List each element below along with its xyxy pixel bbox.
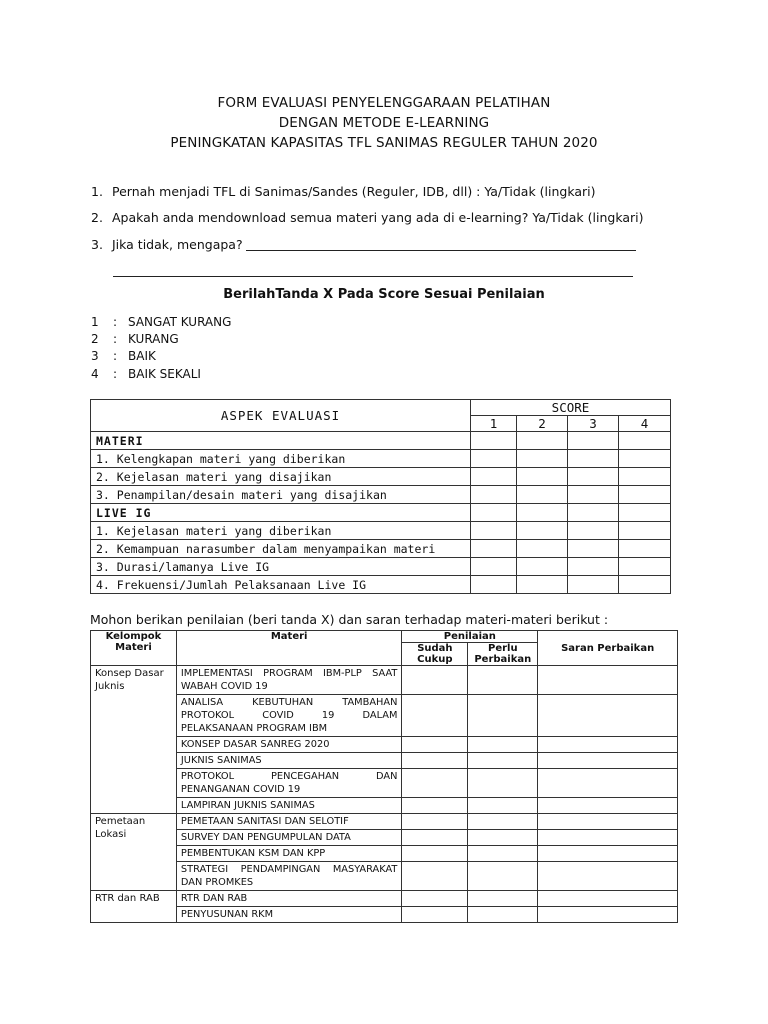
table-row bbox=[91, 769, 678, 798]
group-name: RTR dan RAB bbox=[91, 891, 177, 923]
table-row bbox=[91, 450, 671, 468]
perlu-perbaikan-cell[interactable] bbox=[468, 769, 538, 798]
question-3-text: Jika tidak, mengapa? bbox=[112, 237, 243, 252]
score-cell[interactable] bbox=[568, 486, 619, 504]
score-cell[interactable] bbox=[619, 576, 671, 594]
score-instruction: BerilahTanda X Pada Score Sesuai Penilaian bbox=[223, 287, 545, 302]
table-row bbox=[91, 814, 678, 830]
materi-item: STRATEGI PENDAMPINGAN MASYARAKAT DAN PROMKES bbox=[176, 862, 402, 891]
sudah-cukup-cell[interactable] bbox=[402, 737, 468, 753]
aspek-evaluasi-header: ASPEK EVALUASI bbox=[91, 400, 471, 432]
table-row bbox=[91, 737, 678, 753]
materi-item: PROTOKOL PENCEGAHAN DAN PENANGANAN COVID 19 bbox=[176, 769, 402, 798]
criteria-label: 3. Penampilan/desain materi yang disajikan bbox=[91, 486, 471, 504]
perlu-perbaikan-cell[interactable] bbox=[468, 798, 538, 814]
table-row bbox=[91, 846, 678, 862]
materi-evaluation-table bbox=[90, 630, 678, 923]
score-cell[interactable] bbox=[517, 450, 568, 468]
perlu-perbaikan-cell[interactable] bbox=[468, 862, 538, 891]
score-cell[interactable] bbox=[517, 504, 568, 522]
score-1-header: 1 bbox=[471, 416, 517, 432]
score-4-header: 4 bbox=[619, 416, 671, 432]
score-cell[interactable] bbox=[619, 504, 671, 522]
score-cell[interactable] bbox=[471, 432, 517, 450]
saran-perbaikan-header: Saran Perbaikan bbox=[538, 631, 678, 666]
perlu-perbaikan-cell[interactable] bbox=[468, 891, 538, 907]
table-row bbox=[91, 468, 671, 486]
materi-header: Materi bbox=[176, 631, 402, 666]
score-cell[interactable] bbox=[619, 486, 671, 504]
score-cell[interactable] bbox=[568, 576, 619, 594]
perlu-perbaikan-cell[interactable] bbox=[468, 737, 538, 753]
saran-cell[interactable] bbox=[538, 814, 678, 830]
table-row bbox=[91, 907, 678, 923]
score-cell[interactable] bbox=[619, 522, 671, 540]
score-cell[interactable] bbox=[471, 540, 517, 558]
saran-cell[interactable] bbox=[538, 737, 678, 753]
score-cell[interactable] bbox=[471, 468, 517, 486]
question-2 bbox=[91, 210, 644, 225]
score-cell[interactable] bbox=[568, 540, 619, 558]
score-cell[interactable] bbox=[471, 450, 517, 468]
question-2-number: 2. bbox=[91, 210, 103, 225]
legend-colon: : bbox=[113, 332, 118, 346]
legend-label: SANGAT KURANG bbox=[128, 315, 232, 329]
legend-label: BAIK bbox=[128, 349, 156, 363]
penilaian-header: Penilaian bbox=[402, 631, 538, 643]
perlu-perbaikan-cell[interactable] bbox=[468, 830, 538, 846]
score-cell[interactable] bbox=[568, 504, 619, 522]
form-title-line2: DENGAN METODE E-LEARNING bbox=[278, 115, 490, 131]
sudah-cukup-cell[interactable] bbox=[402, 830, 468, 846]
score-cell[interactable] bbox=[619, 540, 671, 558]
saran-cell[interactable] bbox=[538, 891, 678, 907]
perlu-perbaikan-cell[interactable] bbox=[468, 814, 538, 830]
materi-item: PEMETAAN SANITASI DAN SELOTIF bbox=[176, 814, 402, 830]
saran-cell[interactable] bbox=[538, 862, 678, 891]
legend-colon: : bbox=[113, 315, 118, 329]
sudah-cukup-cell[interactable] bbox=[402, 862, 468, 891]
sudah-cukup-cell[interactable] bbox=[402, 769, 468, 798]
sudah-cukup-cell[interactable] bbox=[402, 891, 468, 907]
legend-number: 3 bbox=[91, 349, 99, 363]
sudah-cukup-cell[interactable] bbox=[402, 814, 468, 830]
question-2-text: Apakah anda mendownload semua materi yang ada di e-learning? Ya/Tidak (lingkari) bbox=[112, 210, 644, 225]
table-row bbox=[91, 576, 671, 594]
sudah-cukup-cell[interactable] bbox=[402, 798, 468, 814]
kelompok-materi-header: Kelompok Materi bbox=[91, 631, 177, 666]
criteria-label: 2. Kejelasan materi yang disajikan bbox=[91, 468, 471, 486]
saran-cell[interactable] bbox=[538, 907, 678, 923]
answer-line-2[interactable] bbox=[113, 276, 633, 277]
legend-label: BAIK SEKALI bbox=[128, 367, 201, 381]
question-1-text: Pernah menjadi TFL di Sanimas/Sandes (Reguler, IDB, dll) : Ya/Tidak (lingkari) bbox=[112, 184, 596, 199]
group-name: Konsep Dasar Juknis bbox=[91, 666, 177, 814]
score-2-header: 2 bbox=[517, 416, 568, 432]
criteria-label: 1. Kelengkapan materi yang diberikan bbox=[91, 450, 471, 468]
question-3 bbox=[91, 237, 243, 252]
score-cell[interactable] bbox=[619, 432, 671, 450]
score-cell[interactable] bbox=[568, 522, 619, 540]
materi-item: PEMBENTUKAN KSM DAN KPP bbox=[176, 846, 402, 862]
score-cell[interactable] bbox=[619, 450, 671, 468]
score-cell[interactable] bbox=[471, 576, 517, 594]
sudah-cukup-cell[interactable] bbox=[402, 753, 468, 769]
form-title-line3: PENINGKATAN KAPASITAS TFL SANIMAS REGULER TAHUN 2020 bbox=[170, 135, 598, 151]
question-1 bbox=[91, 184, 596, 199]
saran-cell[interactable] bbox=[538, 753, 678, 769]
score-cell[interactable] bbox=[568, 432, 619, 450]
score-cell[interactable] bbox=[517, 522, 568, 540]
table-row bbox=[91, 862, 678, 891]
score-cell[interactable] bbox=[517, 558, 568, 576]
table-row bbox=[91, 540, 671, 558]
table-row bbox=[91, 798, 678, 814]
materi-instruction: Mohon berikan penilaian (beri tanda X) dan saran terhadap materi-materi berikut : bbox=[90, 612, 609, 627]
materi-item: SURVEY DAN PENGUMPULAN DATA bbox=[176, 830, 402, 846]
materi-item: PENYUSUNAN RKM bbox=[176, 907, 402, 923]
saran-cell[interactable] bbox=[538, 769, 678, 798]
perlu-perbaikan-cell[interactable] bbox=[468, 846, 538, 862]
table-row bbox=[91, 891, 678, 907]
score-cell[interactable] bbox=[568, 558, 619, 576]
criteria-label: 2. Kemampuan narasumber dalam menyampaikan materi bbox=[91, 540, 471, 558]
score-cell[interactable] bbox=[517, 576, 568, 594]
evaluation-score-table bbox=[90, 399, 671, 594]
legend-item bbox=[91, 367, 201, 381]
table-row bbox=[91, 558, 671, 576]
question-1-number: 1. bbox=[91, 184, 103, 199]
sudah-cukup-cell[interactable] bbox=[402, 907, 468, 923]
perlu-perbaikan-header: Perlu Perbaikan bbox=[468, 643, 538, 666]
form-title-line1: FORM EVALUASI PENYELENGGARAAN PELATIHAN bbox=[217, 95, 551, 111]
materi-item: LAMPIRAN JUKNIS SANIMAS bbox=[176, 798, 402, 814]
score-cell[interactable] bbox=[517, 540, 568, 558]
legend-number: 4 bbox=[91, 367, 99, 381]
criteria-label: 4. Frekuensi/Jumlah Pelaksanaan Live IG bbox=[91, 576, 471, 594]
table-row bbox=[91, 666, 678, 695]
score-cell[interactable] bbox=[471, 486, 517, 504]
materi-item: JUKNIS SANIMAS bbox=[176, 753, 402, 769]
perlu-perbaikan-cell[interactable] bbox=[468, 695, 538, 737]
section-materi: MATERI bbox=[91, 432, 471, 450]
sudah-cukup-cell[interactable] bbox=[402, 846, 468, 862]
criteria-label: 1. Kejelasan materi yang diberikan bbox=[91, 522, 471, 540]
score-cell[interactable] bbox=[568, 450, 619, 468]
score-cell[interactable] bbox=[517, 468, 568, 486]
materi-item: RTR DAN RAB bbox=[176, 891, 402, 907]
criteria-label: 3. Durasi/lamanya Live IG bbox=[91, 558, 471, 576]
table-row bbox=[91, 522, 671, 540]
score-cell[interactable] bbox=[471, 504, 517, 522]
legend-colon: : bbox=[113, 349, 118, 363]
section-live-ig: LIVE IG bbox=[91, 504, 471, 522]
legend-item bbox=[91, 332, 179, 346]
sudah-cukup-header: Sudah Cukup bbox=[402, 643, 468, 666]
perlu-perbaikan-cell[interactable] bbox=[468, 907, 538, 923]
perlu-perbaikan-cell[interactable] bbox=[468, 753, 538, 769]
saran-cell[interactable] bbox=[538, 846, 678, 862]
legend-number: 1 bbox=[91, 315, 99, 329]
score-cell[interactable] bbox=[619, 558, 671, 576]
sudah-cukup-cell[interactable] bbox=[402, 666, 468, 695]
materi-item: KONSEP DASAR SANREG 2020 bbox=[176, 737, 402, 753]
table-row bbox=[91, 830, 678, 846]
score-cell[interactable] bbox=[517, 432, 568, 450]
score-cell[interactable] bbox=[471, 558, 517, 576]
group-name: Pemetaan Lokasi bbox=[91, 814, 177, 891]
score-cell[interactable] bbox=[471, 522, 517, 540]
sudah-cukup-cell[interactable] bbox=[402, 695, 468, 737]
saran-cell[interactable] bbox=[538, 830, 678, 846]
materi-item: ANALISA KEBUTUHAN TAMBAHAN PROTOKOL COVID 19 DALAM PELAKSANAAN PROGRAM IBM bbox=[176, 695, 402, 737]
saran-cell[interactable] bbox=[538, 666, 678, 695]
score-cell[interactable] bbox=[619, 468, 671, 486]
legend-item bbox=[91, 315, 231, 329]
legend-item bbox=[91, 349, 156, 363]
legend-number: 2 bbox=[91, 332, 99, 346]
legend-label: KURANG bbox=[128, 332, 179, 346]
answer-line-1[interactable] bbox=[246, 250, 636, 251]
perlu-perbaikan-cell[interactable] bbox=[468, 666, 538, 695]
question-3-number: 3. bbox=[91, 237, 103, 252]
legend-colon: : bbox=[113, 367, 118, 381]
score-header: SCORE bbox=[471, 400, 671, 416]
score-cell[interactable] bbox=[517, 486, 568, 504]
saran-cell[interactable] bbox=[538, 695, 678, 737]
table-row bbox=[91, 695, 678, 737]
score-cell[interactable] bbox=[568, 468, 619, 486]
table-row bbox=[91, 486, 671, 504]
score-3-header: 3 bbox=[568, 416, 619, 432]
saran-cell[interactable] bbox=[538, 798, 678, 814]
materi-item: IMPLEMENTASI PROGRAM IBM-PLP SAAT WABAH COVID 19 bbox=[176, 666, 402, 695]
table-row bbox=[91, 753, 678, 769]
